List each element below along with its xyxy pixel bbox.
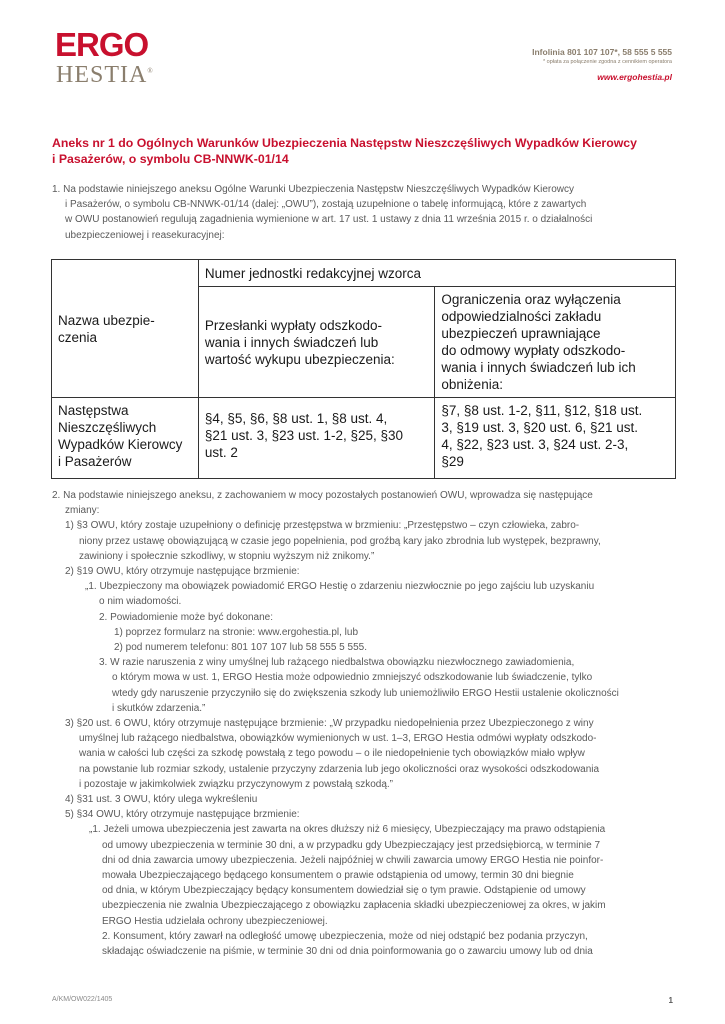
p1-line: w OWU postanowień regulują zagadnienia wymienione w art. 17 ust. 1 ustawy z dnia 11 września 2015 r. o działalności xyxy=(65,214,593,226)
row-insurance-name: Następstwa Nieszczęśliwych Wypadków Kierowcy i Pasażerów xyxy=(52,398,199,479)
ergo-hestia-logo[interactable] xyxy=(55,26,153,88)
page-number: 1 xyxy=(668,996,673,1005)
col-insurance-name-header: Nazwa ubezpie- czenia xyxy=(52,260,199,398)
editorial-units-table xyxy=(51,259,676,479)
infolinia-note: * opłata za połączenie zgodna z cennikiem operatora xyxy=(542,59,672,65)
col-payment-conditions-header: Przesłanki wypłaty odszkodo- wania i innych świadczeń lub wartość wykupu ubezpieczenia: xyxy=(198,287,435,398)
row-limitations: §7, §8 ust. 1-2, §11, §12, §18 ust. 3, §19 ust. 3, §20 ust. 6, §21 ust. 4, §22, §23 ust. 3, §24 ust. 2-3, §29 xyxy=(435,398,676,479)
paragraph-1 xyxy=(52,182,677,243)
website-link[interactable]: www.ergohestia.pl xyxy=(597,72,672,82)
change-item-1: 1) §3 OWU, który zostaje uzupełniony o definicję przestępstwa w brzmieniu: „Przestępstwo – czyn człowieka, zabro- xyxy=(65,520,580,532)
change-item-3: 3) §20 ust. 6 OWU, który otrzymuje następujące brzmienie: „W przypadku niedopełnienia przez Ubezpieczonego z winy xyxy=(65,718,594,730)
logo-hestia-text: HESTIA® xyxy=(56,62,153,88)
infolinia-phone: Infolinia 801 107 107*, 58 555 5 555 xyxy=(532,47,672,57)
change-item-2: 2) §19 OWU, który otrzymuje następujące brzmienie: xyxy=(65,566,300,578)
p1-line: 1. Na podstawie niniejszego aneksu Ogólne Warunki Ubezpieczenia Następstw Nieszczęśliwych Wypadków Kierowcy xyxy=(52,184,575,195)
p2-line: 2. Na podstawie niniejszego aneksu, z zachowaniem w mocy pozostałych postanowień OWU, wprowadza się następujące xyxy=(52,490,593,501)
contact-block xyxy=(532,47,672,83)
p1-line: ubezpieczeniowej i reasekuracyjnej: xyxy=(65,229,225,241)
logo-ergo-text: ERGO xyxy=(55,26,149,63)
p2-line: zmiany: xyxy=(65,505,100,517)
col-limitations-header: Ograniczenia oraz wyłączenia odpowiedzialności zakładu ubezpieczeń uprawniające do odmowy wypłaty odszkodo- wania i innych świadczeń lub ich obniżenia: xyxy=(435,287,676,398)
p1-line: i Pasażerów, o symbolu CB-NNWK-01/14 (dalej: „OWU”), zostają uzupełnione o tabelę informującą, które z zawartych xyxy=(65,199,587,211)
document-title: Aneks nr 1 do Ogólnych Warunków Ubezpieczenia Następstw Nieszczęśliwych Wypadków Kierowcy i Pasażerów, o symbolu CB-NNWK-01/14 xyxy=(52,136,637,166)
change-item-4: 4) §31 ust. 3 OWU, który ulega wykreśleniu xyxy=(65,794,258,806)
document-code: A/KM/OW022/1405 xyxy=(52,996,113,1003)
table-main-header: Numer jednostki redakcyjnej wzorca xyxy=(198,260,675,287)
paragraph-2: 2. Na podstawie niniejszego aneksu, z zachowaniem w mocy pozostałych postanowień OWU, wprowadza się następujące zmiany: 1) §3 OWU, który zostaje uzupełniony o definicję przestępstwa w brzmieniu: „Przestępstwo – czyn człowieka, zabro- niony przez ustawę obowiązującą w czasie jego popełnienia, pod groźbą kary jako zbrodnia lub występek, bezprawny, zawiniony i społecznie szkodliwy, w stopniu wyższym niż znikomy.” 2) §19 OWU, który otrzymuje następujące brzmienie: „1. Ubezpieczony ma obowiązek powiadomić ERGO Hestię o zdarzeniu niezwłocznie po jego zajściu lub uzyskaniu o nim wiadomości. 2. Powiadomienie może być dokonane: 1) poprzez formularz na stronie: www.ergohestia.pl, lub 2) pod numerem telefonu: 801 107 107 lub 58 555 5 555. 3. W razie naruszenia z winy umyślnej lub rażącego niedbalstwa obowiązku niezwłocznego zawiadomienia, o którym mowa w ust. 1, ERGO Hestia może odpowiednio zmniejszyć odszkodowanie lub świadczenie, tylko wtedy gdy naruszenie przyczyniło się do zwiększenia szkody lub uniemożliwiło ERGO Hestii ustalenie okoliczności i skutków zdarzenia.” 3) §20 ust. 6 OWU, który otrzymuje następujące brzmienie: „W przypadku niedopełnienia przez Ubezpieczonego z winy umyślnej lub rażącego niedbalstwa, obowiązków wymienionych w ust. 1–3, ERGO Hestia odmówi wypłaty odszkodo- wania w całości lub części za szkodę powstałą z tego powodu – o ile niedopełnienie tych obowiązków miało wpływ na powstanie lub rozmiar szkody, ustalenie przyczyny zdarzenia lub jego okoliczności oraz wysokości odszkodowania i pozostaje w jakimkolwiek związku przyczynowym z powstałą szkodą.” 4) §31 ust. 3 OWU, który ulega wykreśleniu 5) §34 OWU, który otrzymuje następujące brzmienie: „1. Jeżeli umowa ubezpieczenia jest zawarta na okres dłuższy niż 6 miesięcy, Ubezpieczający ma prawo odstąpienia od umowy ubezpieczenia w terminie 30 dni, a w przypadku gdy Ubezpieczający jest przedsiębiorcą, w terminie 7 dni od dnia zawarcia umowy ubezpieczenia. Jeżeli najpóźniej w chwili zawarcia umowy ERGO Hestia nie poinfor- mowała Ubezpieczającego będącego konsumentem o prawie odstąpienia od umowy, termin 30 dni biegnie od dnia, w którym Ubezpieczający będący konsumentem dowiedział się o tym prawie. Odstąpienie od umowy ubezpieczenia nie zwalnia Ubezpieczającego z obowiązku zapłacenia składki ubezpieczeniowej za okres, w jakim ERGO Hestia udzielała ochrony ubezpieczeniowej. 2. Konsument, który zawarł na odległość umowę ubezpieczenia, może od niej odstąpić bez podania przyczyn, składając oświadczenie na piśmie, w terminie 30 dni od dnia poinformowania go o zawarciu umowy lub od dnia xyxy=(52,488,677,959)
change-item-5: 5) §34 OWU, który otrzymuje następujące brzmienie: xyxy=(65,809,300,821)
row-payment-conditions: §4, §5, §6, §8 ust. 1, §8 ust. 4, §21 ust. 3, §23 ust. 1-2, §25, §30 ust. 2 xyxy=(198,398,435,479)
